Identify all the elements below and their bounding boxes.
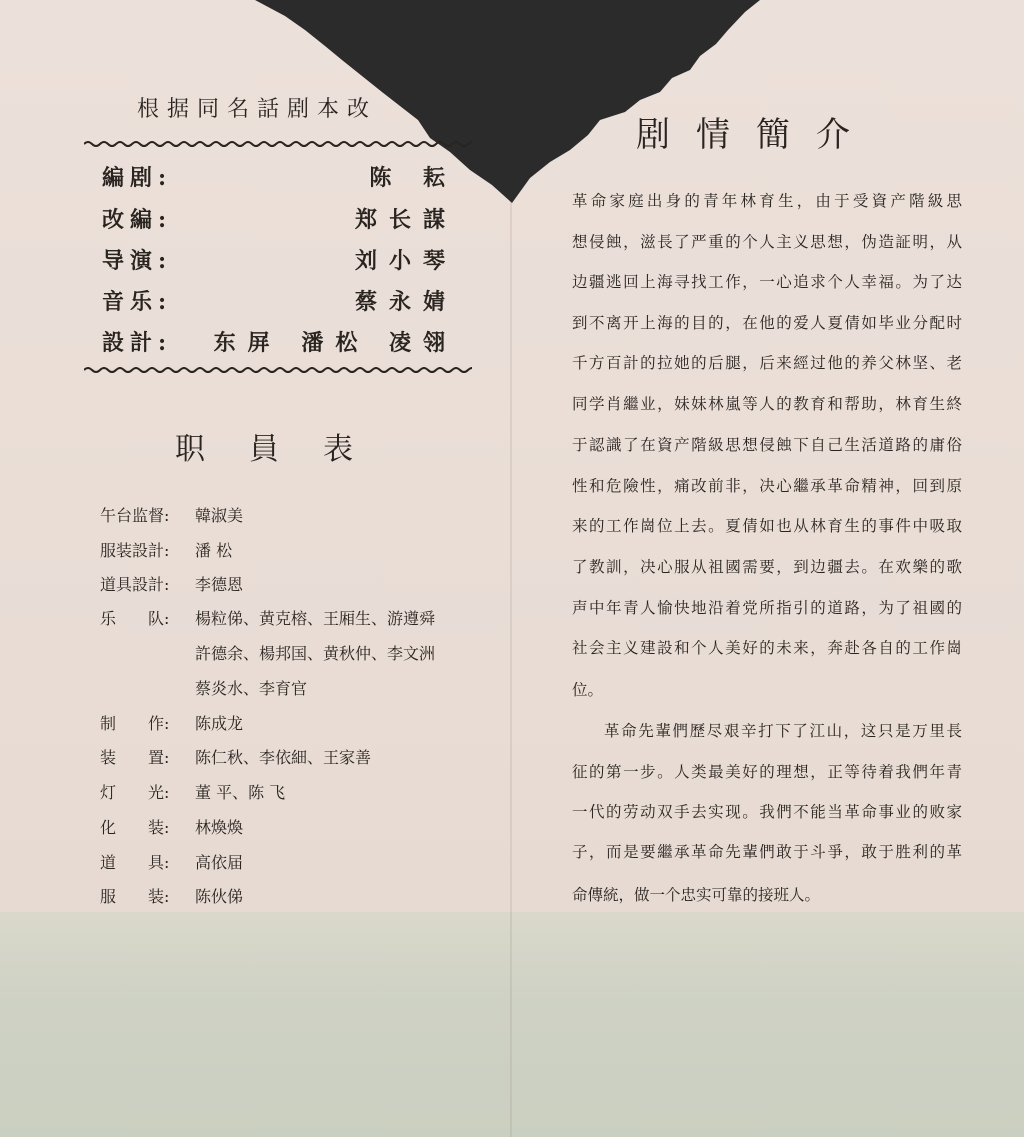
wavy-divider-bottom [84, 366, 472, 374]
staff-names: 陈仁秋、李依細、王家善 [195, 748, 372, 767]
staff-names: 林煥煥 [195, 818, 244, 837]
plot-line: 来的工作崗位上去。夏倩如也从林育生的事件中吸取 [572, 517, 962, 535]
staff-title: 职員表 [175, 432, 397, 467]
staff-role: 道 具: [100, 853, 170, 872]
wavy-divider-top [84, 140, 472, 148]
plot-line: 到不离开上海的目的，在他的爱人夏倩如毕业分配时 [572, 314, 962, 332]
plot-line: 同学肖繼业，妹妹林嵐等人的教育和帮助，林育生終 [572, 395, 962, 413]
staff-names: 潘 松 [195, 541, 233, 560]
plot-line: 边疆逃回上海寻找工作，一心追求个人幸福。为了达 [572, 273, 962, 291]
credit-name: 陈 耘 [369, 165, 457, 191]
plot-line: 子，而是要繼承革命先輩們敢于斗爭，敢于胜利的革 [572, 843, 962, 861]
subtitle: 根据同名話剧本改 [137, 97, 378, 122]
staff-names: 韓淑美 [195, 506, 244, 525]
water-stain [0, 912, 1024, 1137]
plot-line: 了教訓，决心服从祖國需要，到边疆去。在欢樂的歌 [572, 558, 962, 576]
staff-names: 陈成龙 [195, 714, 244, 733]
credit-role: 編剧: [102, 165, 173, 191]
staff-role: 服装設計: [100, 541, 170, 560]
credit-name: 蔡永婧 [354, 289, 457, 315]
credit-role: 改編: [102, 207, 173, 233]
staff-names-continued: 蔡炎水、李育官 [195, 679, 308, 698]
staff-names: 李德恩 [195, 575, 244, 594]
plot-line: 性和危險性，痛改前非，决心繼承革命精神，回到原 [572, 477, 962, 495]
staff-role: 乐 队: [100, 609, 170, 628]
credit-role: 音乐: [102, 289, 173, 315]
plot-line: 一代的劳动双手去实现。我們不能当革命事业的败家 [572, 803, 962, 821]
credit-role: 导演: [102, 248, 173, 274]
staff-names: 高依届 [195, 853, 244, 872]
plot-line: 革命家庭出身的青年林育生，由于受資产階級思 [572, 192, 962, 210]
credit-name: 东屏 潘松 凌翎 [213, 330, 457, 356]
staff-role: 制 作: [100, 714, 170, 733]
plot-line: 社会主义建設和个人美好的未来，奔赴各自的工作崗 [572, 639, 962, 657]
staff-role: 道具設計: [100, 575, 170, 594]
credit-role: 設計: [102, 330, 173, 356]
plot-line: 革命先輩們歷尽艰辛打下了江山，这只是万里長 [604, 722, 962, 740]
plot-line: 于認識了在資产階級思想侵蝕下自己生活道路的庸俗 [572, 436, 962, 454]
staff-role: 服 装: [100, 887, 170, 906]
credit-name: 刘小琴 [354, 248, 457, 274]
staff-role: 午台监督: [100, 506, 170, 525]
plot-line: 千方百計的拉她的后腿，后来經过他的养父林坚、老 [572, 354, 962, 372]
plot-line: 声中年青人愉快地沿着党所指引的道路，为了祖國的 [572, 599, 962, 617]
staff-names-continued: 許德余、楊邦国、黄秋仲、李文洲 [195, 644, 436, 663]
plot-line: 位。 [572, 681, 604, 699]
plot-title: 剧情簡介 [636, 115, 876, 155]
staff-names: 楊粒俤、黄克榕、王厢生、游遵舜 [195, 609, 436, 628]
plot-line: 想侵蝕，滋長了严重的个人主义思想，伪造証明，从 [572, 233, 962, 251]
plot-line: 征的第一步。人类最美好的理想，正等待着我們年青 [572, 763, 962, 781]
staff-role: 装 置: [100, 748, 170, 767]
staff-names: 陈伙俤 [195, 887, 244, 906]
credit-name: 郑长謀 [354, 207, 457, 233]
staff-names: 董 平、陈 飞 [195, 783, 286, 802]
staff-role: 化 装: [100, 818, 170, 837]
plot-line: 命傳統，做一个忠实可靠的接班人。 [572, 886, 821, 904]
staff-role: 灯 光: [100, 783, 170, 802]
